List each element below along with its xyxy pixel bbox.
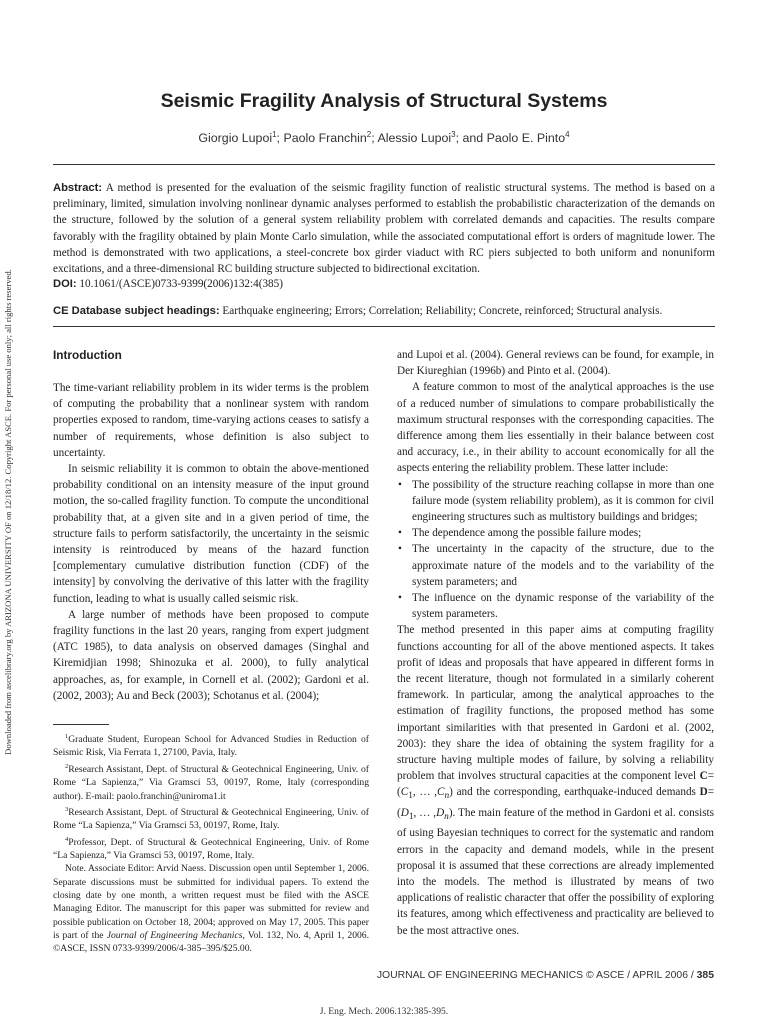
citation-line: J. Eng. Mech. 2006.132:385-395. [319,1006,449,1017]
author-name: Paolo Franchin [283,131,367,146]
footnotes [53,730,369,956]
left-column-body [53,380,369,704]
body-paragraph: In seismic reliability it is common to obtain the above-mentioned probability conditional on an intensity measure of the input ground motion, the so-called fragility function. To compute the unconditional probability that, at a given site and in a given period of time, the structure fails to perform satisfactorily, the uncertainty in the seismic intensity is reintroduced by means of the hazard function [complementary cumulative distribution function (CDF) of the intensity] by convolving the derivative of this latter with the fragility function, leading to what is usually called seismic risk. [53,463,369,605]
author-affiliation-mark: 1 [272,130,277,139]
download-sidebar-text: Downloaded from ascelibrary.org by ARIZONA UNIVERSITY OF on 12/18/12. Copyright ASCE. For personal use only; all rights reserved. [3,269,13,755]
footnote-mark: 1 [65,733,69,740]
running-footer: JOURNAL OF ENGINEERING MECHANICS © ASCE / APRIL 2006 / 385 [376,970,714,981]
footnote-mark: 3 [65,805,69,813]
doi-label: DOI: [53,278,77,290]
header-top-rule [53,164,715,165]
paper-title: Seismic Fragility Analysis of Structural Systems [160,90,608,112]
author-separator: ; [276,131,284,146]
list-item: • The uncertainty in the capacity of the structure, due to the approximate nature of the models and to the variability of the system parameters; and [397,541,714,590]
subject-headings-label: CE Database subject headings: [53,305,220,317]
abstract [53,180,715,277]
footnote-text: Research Assistant, Dept. of Structural & Geotechnical Engineering, Univ. of Rome “La Sapienza,” Via Gramsci 53, 00197, Rome, Italy. [53,807,369,832]
body-paragraph: A feature common to most of the analytical approaches is the use of a reduced number of simulations to compare probabilistically the maximum structural responses with the corresponding capacities. The difference among them lies essentially in their balance between cost and accuracy, i.e., in their ability to account economically for all the aspects entering the reliability problem. These latter include: [397,381,714,475]
author-name: Alessio Lupoi [377,131,452,146]
bullet-list [397,477,714,623]
footnote-text: Graduate Student, European School for Advanced Studies in Reduction of Seismic Risk, Via Ferrata 1, 27100, Pavia, Italy. [53,734,369,759]
author-separator: ; [371,131,378,146]
subject-headings-value: Earthquake engineering; Errors; Correlation; Reliability; Concrete, reinforced; Structural analysis. [222,305,663,317]
subject-headings [53,305,715,317]
author-affiliation-mark: 4 [565,130,570,139]
doi-line [53,278,715,290]
list-item: • The possibility of the structure reaching collapse in more than one failure mode (system reliability problem), as it is common for civil engineering structures such as multistory buildings and bridges; [397,477,714,526]
footnote [53,730,369,760]
abstract-text: A method is presented for the evaluation of the seismic fragility function of realistic structural systems. The method is based on a preliminary, limited, simulation involving nonlinear dynamic analyses performed to establish the probabilistic characterization of the demands on the structure, followed by the solution of a general system reliability problem with correlated demands and capacities. The results compare favorably with the fragility obtained by plain Monte Carlo simulation, while the associated computational effort is orders of magnitude lower. The method is demonstrated with two applications, a steel-concrete box girder viaduct with RC piers subjected to both uniform and nonuniform excitations, and a three-dimensional RC building structure subjected to bidirectional excitation. [53,182,715,276]
footnote [53,833,369,863]
author-affiliation-mark: 2 [366,130,372,139]
download-sidebar-note [0,218,16,806]
abstract-label: Abstract: [53,182,103,194]
author-name: Paolo E. Pinto [486,131,566,146]
footnote-text: Professor, Dept. of Structural & Geotechnical Engineering, Univ. of Rome “La Sapienza,” Via Gramsci 53, 00197, Rome, Italy. [53,836,369,862]
author-affiliation-mark: 3 [451,130,456,139]
footnote-rule [53,724,109,725]
section-heading-introduction: Introduction [53,348,122,362]
body-paragraph: A large number of methods have been proposed to compute fragility functions in the last 20 years, ranging from expert judgment (ATC 1985), to data analysis on observed damages (Singhal and Kiremidjian 1998; Shinozuka et al. 2000), to fully analytical approaches, as, for example, in Cornell et al. (2002); Gardoni et al. (2002, 2003); Au and Beck (2003); Schotanus et al. (2004); [53,608,369,702]
body-paragraph: The method presented in this paper aims at computing fragility functions accounting for all of the above mentioned aspects. It takes profit of ideas and proposals that have appeared in different forms in the recent literature, though not formulated in a similarly coherent framework. In particular, among the analytical approaches to the estimation of fragility functions, the proposed method has some important similarities with that presented in Gardoni et al. (2002, 2003): they share the idea of obtaining the system fragility for a structure having multiple modes of failure, by solving a reliability problem that involves structural capacities at the component level $C=(C_1$, … $,C_n$) and the corresponding, earthquake-induced demands $D=(D_1$, … $,D_n$). The main feature of the method in Gardoni et al. consists of using Bayesian techniques to correct for the systematic and random errors in the capacity and demand models, while in the present proposal it is assumed that these corrections are already implemented into the models. The method is illustrated by means of two applications of realistic character that offer the possibility of exploring its features, among which effectiveness and practicality are believed to be the most attractive ones. [397,624,715,937]
right-column-body [397,347,714,939]
list-item: • The influence on the dynamic response of the variability of the system parameters. [397,590,714,622]
author-separator: ; and [455,131,487,146]
body-paragraph: and Lupoi et al. (2004). General reviews can be found, for example, in Der Kiureghian (1996b) and Pinto et al. (2004). [397,349,714,378]
footnote [53,803,369,833]
footnote [53,760,369,803]
doi-value[interactable]: 10.1061/(ASCE)0733-9399(2006)132:4(385) [79,278,283,290]
footnote-mark: 4 [65,835,69,843]
footnote-mark: 2 [65,762,69,770]
page-number: 385 [696,970,714,981]
author-name: Giorgio Lupoi [198,131,273,146]
list-item: • The dependence among the possible failure modes; [397,525,714,541]
editorial-note: Note. Associate Editor: Arvid Naess. Discussion open until September 1, 2006. Separate discussions must be submitted for individual papers. To extend the closing date by one month, a written request must be filed with the ASCE Managing Editor. The manuscript for this paper was submitted for review and possible publication on October 18, 2004; approved on May 17, 2005. This paper is part of the Journal of Engineering Mechanics, Vol. 132, No. 4, April 1, 2006. ©ASCE, ISSN 0733-9399/2006/4-385–395/$25.00. [53,863,369,955]
header-bottom-rule [53,326,715,327]
author-list [0,130,768,145]
footnote-text: Research Assistant, Dept. of Structural & Geotechnical Engineering, Univ. of Rome “La Sapienza,” Via Gramsci 53, 00197, Rome, Italy (corresponding author). E-mail: paolo.franchin@uniroma1.it [53,763,369,802]
body-paragraph: The time-variant reliability problem in its wider terms is the problem of computing the probability that a nonlinear system with random properties exposed to random, time-varying actions ceases to satisfy a number of requirements, whose definition is also subject to uncertainty. [53,382,369,459]
journal-name: Journal of Engineering Mechanics [106,929,243,941]
